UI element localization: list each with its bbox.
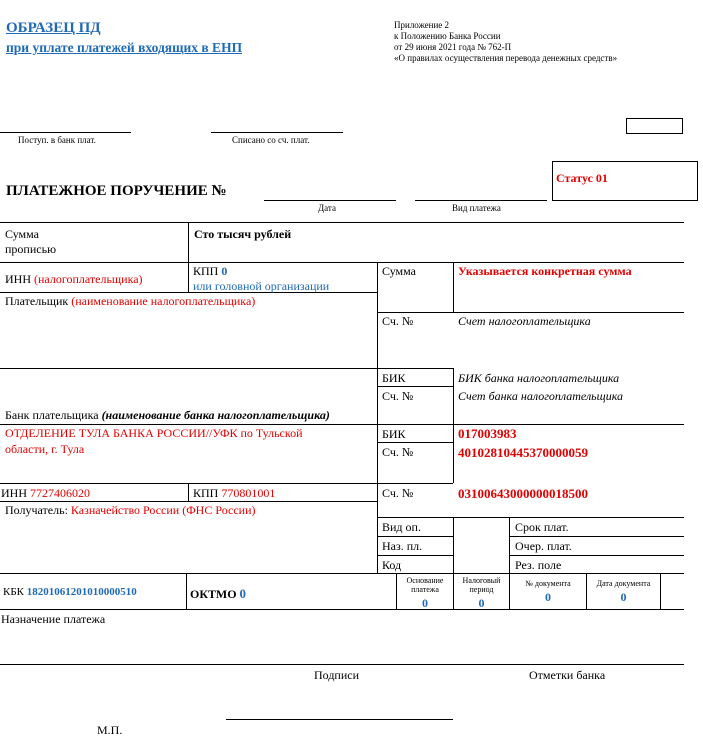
- grid-line: [453, 368, 454, 424]
- grid-line: [0, 573, 684, 574]
- sample-subtitle: при уплате платежей входящих в ЕНП: [6, 40, 243, 55]
- oktmo-field: [190, 586, 246, 602]
- payer-bank-hint: (наименование банка налогоплательщика): [101, 408, 330, 422]
- grid-line: [0, 501, 377, 502]
- recipient-label: Получатель:: [5, 503, 68, 517]
- grid-line: [377, 536, 453, 537]
- form-code-box: [626, 118, 683, 134]
- grid-line: [188, 222, 189, 262]
- period-label-1: Налоговый: [462, 576, 501, 585]
- grid-line: [0, 222, 684, 223]
- payer-inn-label: ИНН: [5, 272, 31, 286]
- date-label: Дата: [318, 203, 336, 213]
- kbk-field: [3, 586, 137, 598]
- kbk-value: 18201061201010000510: [26, 586, 137, 598]
- bank-marks-label: Отметки банка: [529, 668, 606, 682]
- grid-line: [453, 424, 454, 483]
- period-label-2: период: [469, 585, 494, 594]
- doc-date-label: Дата документа: [596, 579, 651, 588]
- grid-line: [377, 262, 378, 573]
- oktmo-label: ОКТМО: [190, 587, 237, 601]
- amount-words-label-1: Сумма: [5, 227, 39, 241]
- status-value: Статус 01: [556, 171, 608, 185]
- payer-bank-bik-label: БИК: [382, 371, 406, 385]
- payer-account-value: Счет налогоплательщика: [458, 314, 591, 328]
- grid-line: [0, 483, 453, 484]
- payer-inn-hint: (налогоплательщика): [34, 272, 143, 286]
- grid-line: [509, 536, 684, 537]
- appendix-line-4: «О правилах осуществления перевода денежных средств»: [394, 53, 618, 63]
- recipient-kpp-value: 770801001: [221, 486, 276, 500]
- payer-sum-value: Указывается конкретная сумма: [458, 264, 632, 278]
- payer-kpp-value: 0: [221, 264, 228, 278]
- doc-no-value: 0: [545, 590, 551, 604]
- sample-title: ОБРАЗЕЦ ПД: [6, 20, 101, 36]
- grid-line: [0, 664, 684, 665]
- received-line: [0, 132, 131, 133]
- recipient-value: Казначейство России (ФНС России): [70, 503, 256, 517]
- grid-line: [0, 368, 453, 369]
- payer-bank-label: Банк плательщика: [5, 408, 99, 422]
- recipient-inn-field: [1, 486, 90, 501]
- op-type-label: Вид оп.: [382, 520, 421, 534]
- grid-line: [377, 517, 684, 518]
- grid-line: [377, 386, 453, 387]
- appendix-line-2: к Положению Банка России: [394, 31, 501, 41]
- payment-type-label: Вид платежа: [452, 203, 501, 213]
- recipient-inn-label: ИНН: [1, 486, 27, 500]
- stamp-label: М.П.: [97, 723, 123, 737]
- grid-line: [0, 609, 684, 610]
- recipient-name-field: [5, 503, 256, 518]
- payer-name-field: [5, 294, 255, 309]
- received-label: Поступ. в банк плат.: [18, 135, 96, 145]
- payer-inn-field: [5, 272, 143, 287]
- payer-label: Плательщик: [5, 294, 69, 308]
- debited-label: Списано со сч. плат.: [232, 135, 310, 145]
- payer-account-label: Сч. №: [382, 314, 414, 328]
- recipient-account-value: 03100643000000018500: [458, 486, 588, 501]
- grid-line: [453, 262, 454, 312]
- recipient-bank-account-value: 40102810445370000059: [458, 445, 588, 460]
- grid-line: [377, 442, 453, 443]
- payer-kpp-label: КПП: [193, 264, 219, 278]
- basis-value: 0: [422, 596, 428, 610]
- payer-bank-bik-value: БИК банка налогоплательщика: [458, 371, 620, 385]
- code-label: Код: [382, 558, 402, 572]
- grid-line: [188, 262, 189, 292]
- recipient-account-label: Сч. №: [382, 486, 414, 500]
- recipient-bank-name-2: области, г. Тула: [5, 442, 85, 456]
- recipient-bank-account-label: Сч. №: [382, 445, 414, 459]
- signature-line: [226, 719, 453, 720]
- recipient-inn-value: 7727406020: [30, 486, 90, 500]
- grid-line: [186, 573, 187, 609]
- recipient-kpp-label: КПП: [193, 486, 219, 500]
- recipient-bank-name-1: ОТДЕЛЕНИЕ ТУЛА БАНКА РОССИИ//УФК по Тульской: [5, 426, 303, 440]
- oktmo-value: 0: [239, 586, 247, 601]
- order-title: ПЛАТЕЖНОЕ ПОРУЧЕНИЕ №: [6, 183, 227, 199]
- queue-label: Очер. плат.: [515, 539, 572, 553]
- debited-line: [211, 132, 343, 133]
- payer-kpp-hint: или головной организации: [193, 279, 330, 293]
- grid-line: [188, 483, 189, 501]
- payer-sum-label: Сумма: [382, 264, 416, 278]
- date-line: [264, 200, 396, 201]
- doc-date-value: 0: [620, 590, 627, 604]
- payer-hint: (наименование налогоплательщика): [71, 294, 256, 308]
- recipient-bank-bik-label: БИК: [382, 427, 406, 441]
- term-label: Срок плат.: [515, 520, 569, 534]
- period-value: 0: [478, 596, 485, 610]
- grid-line: [0, 262, 684, 263]
- payment-type-line: [415, 200, 547, 201]
- recipient-kpp-field: [193, 486, 275, 501]
- amount-words-label-2: прописью: [5, 242, 57, 256]
- status-box: [552, 161, 698, 201]
- signatures-label: Подписи: [314, 668, 360, 682]
- grid-line: [660, 573, 661, 609]
- grid-line: [453, 517, 454, 573]
- recipient-bank-bik-value: 017003983: [458, 426, 517, 441]
- purpose-code-label: Наз. пл.: [382, 539, 423, 553]
- grid-line: [377, 555, 453, 556]
- payer-bank-account-label: Сч. №: [382, 389, 414, 403]
- doc-no-label: № документа: [525, 579, 571, 588]
- basis-label-1: Основание: [406, 576, 444, 585]
- grid-line: [377, 312, 684, 313]
- grid-line: [509, 517, 510, 573]
- appendix-line-1: Приложение 2: [394, 20, 450, 30]
- payer-kpp-field: [193, 264, 227, 279]
- basis-label-2: платежа: [411, 585, 439, 594]
- reserve-label: Рез. поле: [515, 558, 562, 572]
- appendix-line-3: от 29 июня 2021 года № 762-П: [394, 42, 512, 52]
- payer-bank-name-field: [5, 408, 330, 423]
- kbk-label: КБК: [3, 586, 24, 598]
- grid-line: [509, 555, 684, 556]
- payer-bank-account-value: Счет банка налогоплательщика: [458, 389, 624, 403]
- amount-words-value: Сто тысяч рублей: [194, 227, 292, 241]
- purpose-label: Назначение платежа: [1, 612, 106, 626]
- grid-line: [0, 424, 684, 425]
